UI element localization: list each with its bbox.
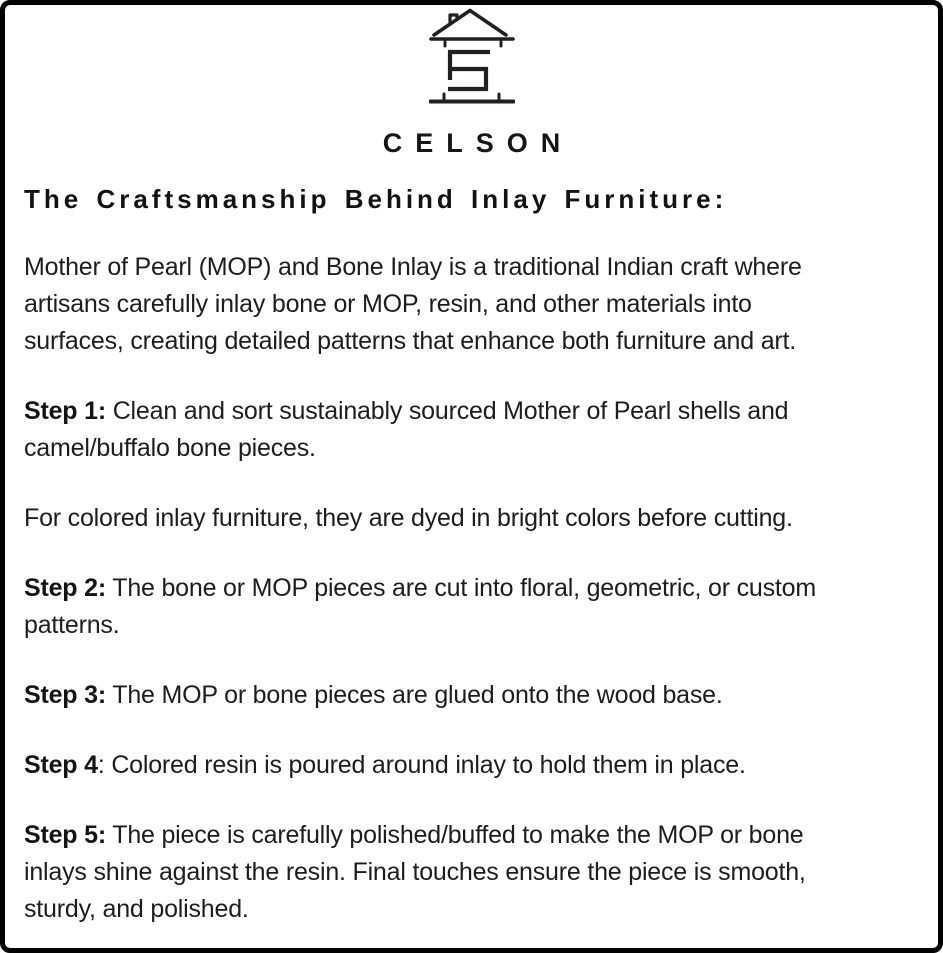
step-label: Step 5: — [24, 821, 106, 849]
text-line — [24, 430, 914, 467]
text-segment: : Colored resin is poured around inlay to hold them in place. — [97, 751, 746, 779]
paragraph-step-5 — [24, 817, 914, 928]
text-segment: patterns. — [24, 611, 120, 639]
text-segment: inlays shine against the resin. Final touches ensure the piece is smooth, — [24, 858, 806, 886]
text-segment: The piece is carefully polished/buffed to make the MOP or bone — [105, 821, 804, 849]
text-line — [24, 891, 914, 928]
text-line — [24, 747, 914, 784]
paragraph-step-1 — [24, 393, 914, 467]
step-label: Step 4 — [24, 751, 98, 779]
text-segment: Clean and sort sustainably sourced Mother of Pearl shells and — [105, 397, 789, 425]
text-segment: sturdy, and polished. — [24, 895, 249, 923]
text-segment: For colored inlay furniture, they are dyed in bright colors before cutting. — [24, 504, 793, 532]
text-segment: The bone or MOP pieces are cut into floral, geometric, or custom — [105, 574, 816, 602]
text-line — [24, 817, 914, 854]
step-label: Step 2: — [24, 574, 106, 602]
step-label: Step 3: — [24, 681, 106, 709]
text-line — [24, 677, 914, 714]
text-segment: surfaces, creating detailed patterns that enhance both furniture and art. — [24, 327, 797, 355]
page-title: The Craftsmanship Behind Inlay Furniture: — [24, 184, 728, 214]
text-line — [24, 570, 914, 607]
document-body — [24, 249, 914, 928]
paragraph-step-3 — [24, 677, 914, 714]
text-line — [24, 500, 914, 537]
text-segment: Mother of Pearl (MOP) and Bone Inlay is a traditional Indian craft where — [24, 253, 802, 281]
brand-wordmark: CELSON — [382, 128, 574, 158]
text-line — [24, 607, 914, 644]
brand-logo — [429, 5, 515, 105]
text-segment: camel/buffalo bone pieces. — [24, 434, 316, 462]
paragraph-step-2 — [24, 570, 914, 644]
text-line — [24, 323, 914, 360]
paragraph-step-4 — [24, 747, 914, 784]
text-segment: artisans carefully inlay bone or MOP, resin, and other materials into — [24, 290, 752, 318]
celson-house-monogram-icon — [429, 5, 515, 105]
paragraph-intro — [24, 249, 914, 360]
text-line — [24, 286, 914, 323]
paragraph-colored-inlay-note — [24, 500, 914, 537]
text-line — [24, 854, 914, 891]
text-line — [24, 249, 914, 286]
text-segment: The MOP or bone pieces are glued onto the wood base. — [105, 681, 723, 709]
text-line — [24, 393, 914, 430]
step-label: Step 1: — [24, 397, 106, 425]
